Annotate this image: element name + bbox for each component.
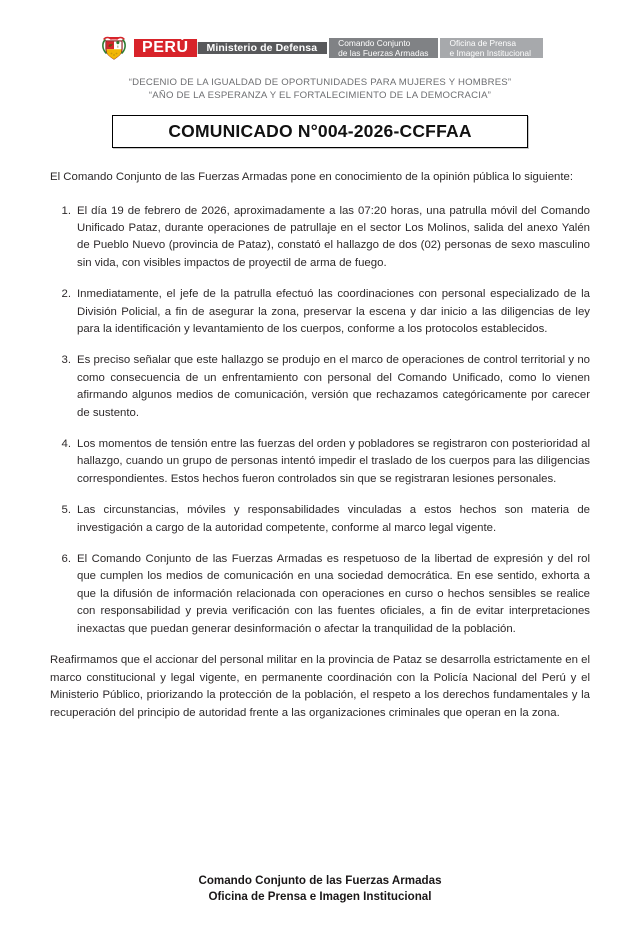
numbered-statement-list	[50, 203, 590, 639]
list-item	[50, 436, 590, 488]
joint-command-label	[327, 38, 438, 59]
press-office-label	[438, 38, 542, 59]
list-item-number: 5.	[61, 504, 71, 517]
list-item	[50, 551, 590, 638]
document-footer-signature	[0, 873, 640, 904]
list-item	[50, 286, 590, 338]
press-office-line2: e Imagen Institucional	[449, 48, 531, 58]
list-item-text: Es preciso señalar que este hallazgo se produjo en el marco de operaciones de control territorial y no como consecuencia de un enfrentamiento con personal del Comando Unificado, como lo vienen afirmando algunos medios de comunicación, versión que rechazamos categóricamente por carecer de sustento.	[77, 354, 590, 419]
list-item-number: 3.	[61, 354, 71, 367]
ministry-of-defense-label: Ministerio de Defensa	[197, 42, 328, 54]
list-item-text: El Comando Conjunto de las Fuerzas Armadas es respetuoso de la libertad de expresión y del rol que cumplen los medios de comunicación en una sociedad democrática. En ese sentido, exhorta a que la difusión de información relacionada con operaciones en curso o hechos sensibles se realice con responsabilidad y previa verificación con las fuentes oficiales, a fin de evitar interpretaciones inexactas que puedan generar desinformación o afectar la tranquilidad de la población.	[77, 553, 590, 635]
list-item-number: 1.	[61, 204, 71, 217]
press-office-line1: Oficina de Prensa	[449, 37, 517, 48]
institutional-header-bar	[0, 31, 640, 65]
slogan-line-1: “DECENIO DE LA IGUALDAD DE OPORTUNIDADES PARA MUJERES Y HOMBRES”	[128, 77, 512, 88]
list-item	[50, 502, 590, 537]
peru-brand-label: PERÚ	[134, 39, 196, 57]
list-item-text: Las circunstancias, móviles y responsabilidades vinculadas a estos hechos son materia de investigación a cargo de la autoridad competente, conforme al marco legal vigente.	[77, 504, 590, 534]
official-year-slogans	[0, 76, 640, 102]
footer-line-1: Comando Conjunto de las Fuerzas Armadas	[198, 874, 442, 887]
list-item-number: 2.	[61, 288, 71, 301]
logo-bar	[134, 31, 543, 65]
page-title: COMUNICADO N°004-2026-CCFFAA	[168, 121, 472, 141]
list-item	[50, 203, 590, 273]
slogan-line-2: “AÑO DE LA ESPERANZA Y EL FORTALECIMIENTO DE LA DEMOCRACIA”	[148, 90, 492, 101]
joint-command-line1: Comando Conjunto	[338, 37, 411, 48]
communique-document	[0, 31, 640, 937]
list-item	[50, 352, 590, 422]
list-item-text: Los momentos de tensión entre las fuerzas del orden y pobladores se registraron con posterioridad al hallazgo, cuando un grupo de personas intentó impedir el traslado de los cuerpos para las diligencias correspondientes. Estos hechos fueron controlados sin que se registraran lesiones personales.	[77, 437, 590, 485]
peru-coat-of-arms-icon	[97, 31, 131, 65]
footer-line-2: Oficina de Prensa e Imagen Institucional	[208, 889, 432, 903]
list-item-text: El día 19 de febrero de 2026, aproximadamente a las 07:20 horas, una patrulla móvil del Comando Unificado Pataz, durante operaciones de patrullaje en el sector Los Molinos, salida del anexo Yalén de Pueblo Nuevo (provincia de Pataz), constató el hallazgo de dos (02) personas de sexo masculino sin vida, con visibles impactos de proyectil de arma de fuego.	[77, 204, 590, 269]
document-body	[0, 169, 640, 722]
intro-paragraph: El Comando Conjunto de las Fuerzas Armadas pone en conocimiento de la opinión pública lo siguiente:	[50, 171, 574, 183]
list-item-text: Inmediatamente, el jefe de la patrulla efectuó las coordinaciones con personal especializado de la División Policial, a fin de asegurar la zona, preservar la escena y dar inicio a las diligencias de ley para la identificación y levantamiento de los cuerpos, conforme a los protocolos establecidos.	[77, 288, 590, 335]
joint-command-line2: de las Fuerzas Armadas	[338, 48, 429, 58]
document-title-banner	[112, 115, 528, 148]
list-item-number: 6.	[61, 553, 71, 565]
closing-paragraph: Reafirmamos que el accionar del personal militar en la provincia de Pataz se desarrolla estrictamente en el marco constitucional y legal vigente, en permanente coordinación con la Policía Nacional del Perú y el Ministerio Público, priorizando la protección de la población, el respeto a los derechos fundamentales y la recuperación del principio de autoridad frente a las organizaciones criminales que operan en la zona.	[50, 654, 590, 719]
list-item-number: 4.	[61, 437, 71, 450]
